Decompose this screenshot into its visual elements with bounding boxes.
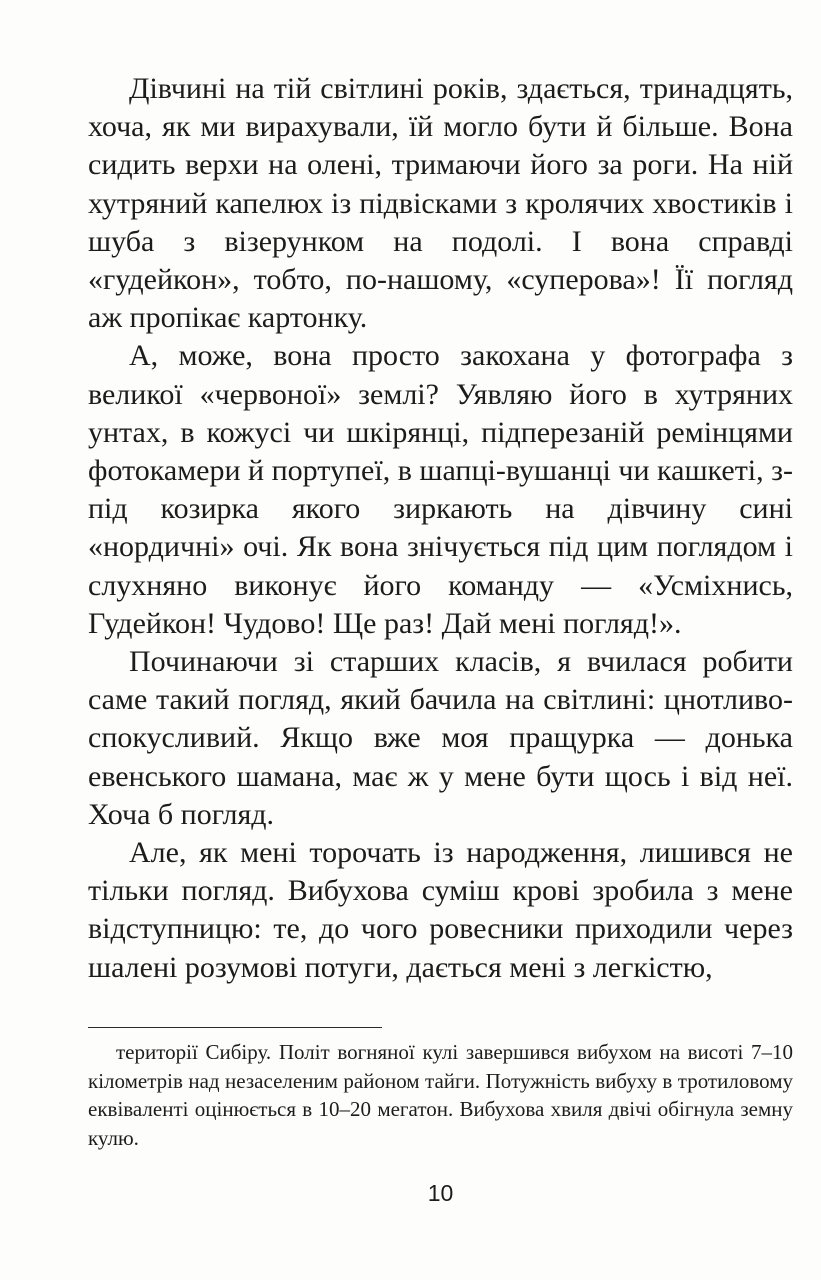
main-text bbox=[88, 70, 793, 987]
paragraph: Але, як мені торочать із народження, лишився не тільки погляд. Вибухова суміш крові зробила з мене відступницю: те, до чого ровесники приходили через шалені розумові потуги, дається мені з легкістю, bbox=[88, 836, 793, 984]
footnote bbox=[88, 1038, 793, 1152]
footnote-text: території Сибіру. Політ вогняної кулі завершився вибухом на висоті 7–10 кілометрів над незаселеним районом тайги. Потужність вибуху в тротиловому еквіваленті оцінюється в 10–20 мегатон. Вибухова хвиля двічі обігнула земну кулю. bbox=[88, 1040, 793, 1150]
footnote-divider bbox=[88, 1027, 382, 1028]
paragraph: Починаючи зі старших класів, я вчилася робити саме такий погляд, який бачила на світлині: цнотливо-спокусливий. Якщо вже моя пращурка — донька евенського шамана, має ж у мене бути щось і від неї. Хоча б погляд. bbox=[88, 645, 793, 831]
paragraph: Дівчині на тій світлині років, здається, тринадцять, хоча, як ми вирахували, їй могло бути й більше. Вона сидить верхи на олені, тримаючи його за роги. На ній хутряний капелюх із підвісками з кролячих хвостиків і шуба з візерунком на подолі. І вона справді «гудейкон», тобто, по-нашому, «суперова»! Її погляд аж пропікає картонку. bbox=[88, 72, 793, 335]
page-number: 10 bbox=[427, 1180, 454, 1206]
paragraph: А, може, вона просто закохана у фотографа з великої «червоної» землі? Уявляю його в хутряних унтах, в кожусі чи шкірянці, підперезаній ремінцями фотокамери й портупеї, в шапці-вушанці чи кашкеті, з-під козирка якого зиркають на дівчину сині «нордичні» очі. Як вона знічується під цим поглядом і слухняно виконує його команду — «Усміхнись, Гудейкон! Чудово! Ще раз! Дай мені погляд!». bbox=[88, 339, 793, 640]
